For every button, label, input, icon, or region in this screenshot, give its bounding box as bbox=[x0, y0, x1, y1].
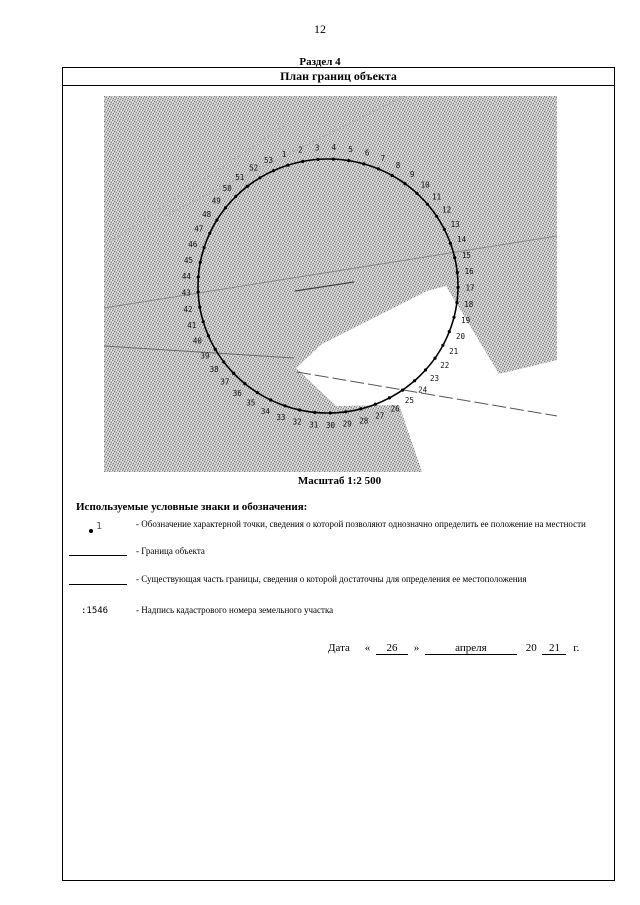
boundary-point-label: 46 bbox=[188, 239, 198, 249]
boundary-point bbox=[403, 182, 406, 185]
point-symbol-dot bbox=[89, 529, 93, 533]
boundary-point bbox=[214, 348, 217, 351]
boundary-point-label: 39 bbox=[200, 351, 210, 361]
boundary-point bbox=[344, 410, 347, 413]
boundary-point bbox=[424, 368, 427, 371]
boundary-point bbox=[347, 159, 350, 162]
legend-boundary-desc: - Граница объекта bbox=[136, 546, 205, 556]
boundary-point-label: 29 bbox=[342, 419, 352, 429]
date-quote-close: » bbox=[413, 642, 420, 654]
boundary-point-label: 30 bbox=[325, 421, 336, 430]
boundary-point-label: 23 bbox=[429, 374, 440, 383]
boundary-point-label: 53 bbox=[263, 155, 274, 165]
boundary-point bbox=[374, 403, 377, 406]
boundary-point bbox=[234, 195, 237, 198]
boundary-point bbox=[256, 391, 259, 394]
boundary-point-label: 20 bbox=[455, 331, 466, 341]
boundary-point-label: 4 bbox=[331, 143, 337, 153]
boundary-point bbox=[313, 411, 316, 414]
boundary-point bbox=[449, 242, 452, 245]
boundary-point-label: 9 bbox=[409, 170, 415, 179]
boundary-point-label: 27 bbox=[375, 411, 385, 421]
boundary-point bbox=[413, 379, 416, 382]
legend-cadastral-desc: - Надпись кадастрового номера земельного участка bbox=[136, 605, 334, 615]
boundary-point-label: 25 bbox=[404, 395, 414, 405]
date-month: апреля bbox=[425, 642, 517, 655]
boundary-point bbox=[415, 192, 418, 195]
boundary-point bbox=[207, 334, 210, 337]
boundary-point bbox=[258, 176, 261, 179]
boundary-point-label: 45 bbox=[183, 255, 194, 265]
date-day: 26 bbox=[376, 642, 408, 655]
boundary-point bbox=[456, 286, 459, 289]
boundary-point-label: 10 bbox=[420, 180, 430, 190]
boundary-point-label: 41 bbox=[187, 321, 197, 330]
boundary-point bbox=[391, 174, 394, 177]
boundary-point bbox=[301, 160, 304, 163]
point-symbol-number: 1 bbox=[96, 521, 103, 532]
boundary-point-label: 13 bbox=[450, 220, 460, 229]
boundary-point bbox=[243, 382, 246, 385]
boundary-point-label: 3 bbox=[314, 143, 320, 153]
boundary-point-label: 19 bbox=[461, 316, 471, 326]
boundary-point-label: 7 bbox=[380, 153, 386, 163]
boundary-point-label: 18 bbox=[464, 300, 474, 310]
boundary-point bbox=[298, 408, 301, 411]
boundary-point-label: 32 bbox=[292, 417, 302, 427]
existing-line-symbol bbox=[69, 584, 127, 585]
boundary-point-label: 42 bbox=[183, 305, 193, 314]
boundary-point bbox=[332, 158, 335, 161]
boundary-point bbox=[286, 164, 289, 167]
boundary-point-label: 8 bbox=[395, 161, 401, 171]
boundary-point-label: 49 bbox=[211, 196, 221, 206]
boundary-point bbox=[435, 215, 438, 218]
boundary-point bbox=[453, 256, 456, 259]
boundary-point-label: 48 bbox=[202, 209, 212, 219]
boundary-point-label: 5 bbox=[348, 144, 353, 154]
boundary-point bbox=[455, 301, 458, 304]
boundary-point bbox=[362, 162, 365, 165]
boundary-point-label: 35 bbox=[246, 398, 256, 408]
boundary-point bbox=[222, 360, 225, 363]
boundary-point-label: 28 bbox=[359, 416, 369, 426]
boundary-point bbox=[433, 357, 436, 360]
boundary-line-symbol bbox=[69, 555, 127, 556]
boundary-point-label: 33 bbox=[276, 413, 286, 423]
date-label: Дата bbox=[328, 642, 350, 654]
date-year-unit: г. bbox=[573, 642, 580, 654]
boundary-point-label: 15 bbox=[461, 251, 471, 260]
boundary-point-label: 22 bbox=[440, 361, 450, 370]
boundary-point bbox=[329, 411, 332, 414]
boundary-point bbox=[197, 275, 200, 278]
map-scale: Масштаб 1:2 500 bbox=[297, 475, 382, 487]
boundary-point bbox=[203, 246, 206, 249]
boundary-point-label: 44 bbox=[181, 272, 191, 282]
boundary-point-label: 51 bbox=[235, 173, 245, 182]
date-quote-open: « bbox=[364, 642, 371, 654]
cadastral-symbol: :1546 bbox=[81, 606, 109, 616]
boundary-point-label: 2 bbox=[298, 145, 303, 155]
boundary-point-label: 1 bbox=[281, 149, 287, 159]
boundary-point bbox=[316, 158, 319, 161]
section-title: Раздел 4 bbox=[299, 56, 341, 68]
boundary-point bbox=[202, 320, 205, 323]
plan-frame bbox=[62, 67, 615, 881]
legend-title: Используемые условные знаки и обозначения: bbox=[76, 501, 308, 513]
boundary-point bbox=[452, 316, 455, 319]
boundary-point bbox=[448, 330, 451, 333]
boundary-point bbox=[359, 407, 362, 410]
boundary-point-label: 21 bbox=[449, 346, 459, 356]
boundary-point bbox=[388, 396, 391, 399]
boundary-point-label: 14 bbox=[457, 235, 467, 245]
boundary-point-label: 52 bbox=[249, 163, 259, 173]
boundary-point bbox=[456, 271, 459, 274]
boundary-point bbox=[426, 203, 429, 206]
boundary-point bbox=[215, 219, 218, 222]
boundary-point-label: 37 bbox=[220, 377, 230, 387]
date-year-prefix: 20 bbox=[525, 642, 537, 654]
legend-existing-desc: - Существующая часть границы, сведения о которой достаточны для определения ее местоположения bbox=[136, 574, 527, 584]
plan-title: План границ объекта bbox=[63, 68, 614, 86]
boundary-point-label: 34 bbox=[260, 406, 270, 416]
boundary-point-label: 38 bbox=[209, 365, 219, 374]
boundary-point-label: 43 bbox=[181, 288, 191, 298]
date-row bbox=[328, 642, 579, 655]
boundary-point-label: 6 bbox=[364, 148, 370, 158]
point-symbol bbox=[89, 522, 109, 536]
boundary-point-label: 12 bbox=[442, 205, 452, 215]
boundary-point bbox=[377, 167, 380, 170]
boundary-point-label: 11 bbox=[432, 192, 442, 202]
boundary-point bbox=[401, 389, 404, 392]
boundary-point-label: 31 bbox=[309, 420, 319, 430]
boundary-point bbox=[197, 290, 200, 293]
boundary-point-label: 50 bbox=[222, 184, 232, 193]
boundary-point-label: 17 bbox=[465, 283, 475, 293]
boundary-point bbox=[232, 372, 235, 375]
date-year-suffix: 21 bbox=[542, 642, 566, 655]
boundary-point-label: 24 bbox=[418, 385, 428, 395]
boundary-point-label: 47 bbox=[194, 224, 204, 234]
boundary-point bbox=[198, 305, 201, 308]
boundary-point bbox=[208, 232, 211, 235]
boundary-point-label: 40 bbox=[192, 336, 202, 346]
boundary-point bbox=[199, 261, 202, 264]
boundary-point bbox=[224, 206, 227, 209]
boundary-point bbox=[272, 169, 275, 172]
boundary-point bbox=[283, 404, 286, 407]
map-terrain bbox=[104, 96, 557, 472]
boundary-point bbox=[246, 185, 249, 188]
page-number: 12 bbox=[314, 22, 326, 36]
boundary-point bbox=[269, 398, 272, 401]
boundary-point bbox=[443, 228, 446, 231]
boundary-point-label: 26 bbox=[390, 404, 400, 414]
boundary-map bbox=[104, 96, 557, 472]
boundary-point-label: 16 bbox=[464, 267, 474, 277]
legend-point-desc: - Обозначение характерной точки, сведения о которой позволяют однозначно определить ее положение на местности bbox=[136, 519, 586, 529]
boundary-point-label: 36 bbox=[232, 388, 242, 398]
boundary-point bbox=[441, 344, 444, 347]
